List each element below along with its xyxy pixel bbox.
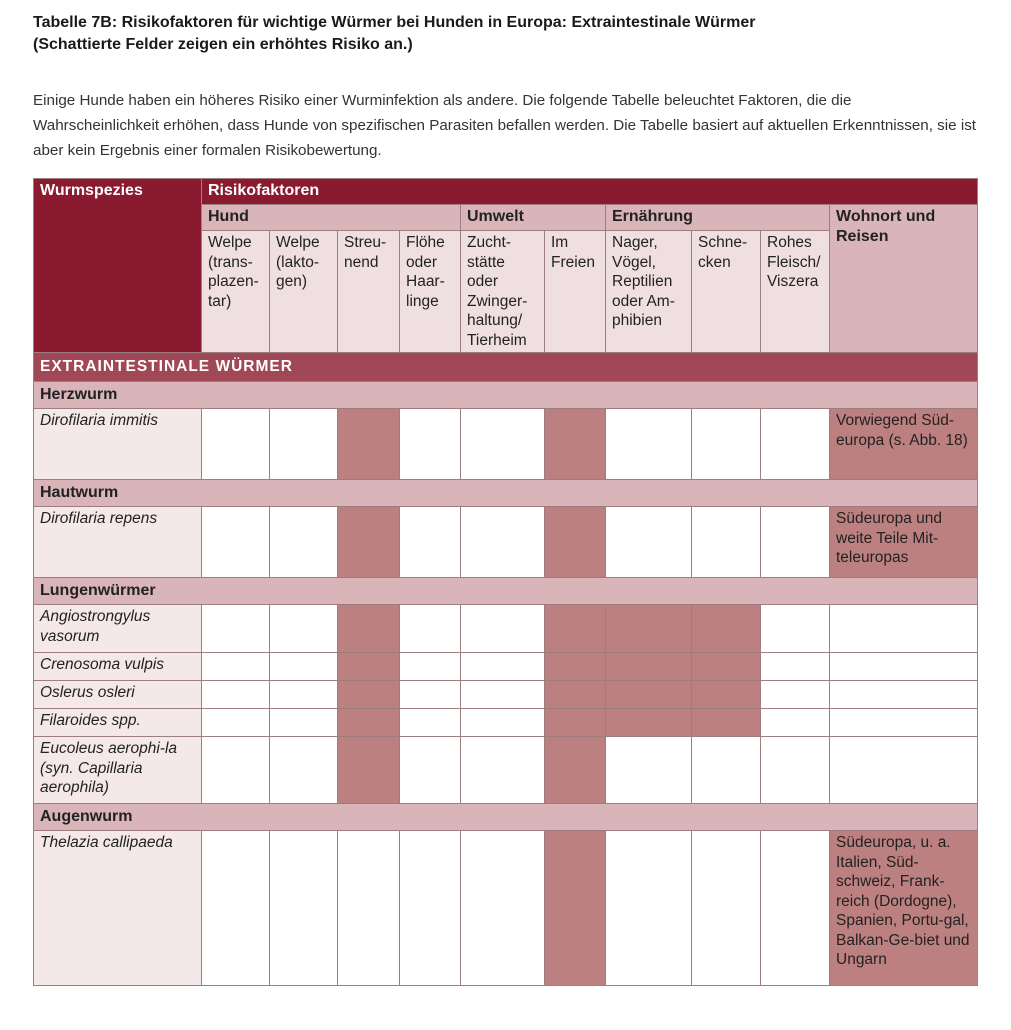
risk-table-body — [34, 353, 978, 986]
risk-cell-shaded — [545, 831, 606, 986]
table-row — [34, 605, 978, 653]
risk-cell — [202, 605, 270, 653]
risk-cell-shaded — [338, 709, 400, 737]
risk-cell-shaded — [606, 653, 692, 681]
subheader-im-freien: Im Freien — [545, 231, 606, 353]
table-row — [34, 653, 978, 681]
risk-cell — [761, 507, 830, 578]
risk-cell — [461, 409, 545, 480]
risk-cell — [270, 831, 338, 986]
risk-cell — [202, 507, 270, 578]
risk-cell — [400, 737, 461, 804]
subheader-streunend: Streu-nend — [338, 231, 400, 353]
risk-cell — [761, 605, 830, 653]
species-name: Angiostrongylus vasorum — [34, 605, 202, 653]
group-label: Augenwurm — [34, 804, 978, 831]
risk-cell — [202, 831, 270, 986]
risk-cell-shaded — [606, 605, 692, 653]
wohnort-cell: Vorwiegend Süd-europa (s. Abb. 18) — [830, 409, 978, 480]
section-row — [34, 353, 978, 382]
group-row — [34, 804, 978, 831]
table-row — [34, 507, 978, 578]
species-name: Dirofilaria immitis — [34, 409, 202, 480]
wohnort-cell: Südeuropa, u. a. Italien, Süd-schweiz, Frank-reich (Dordogne), Spanien, Portu-gal, Balkan-Ge-biet und Ungarn — [830, 831, 978, 986]
risk-cell-shaded — [692, 681, 761, 709]
header-group-umwelt: Umwelt — [461, 205, 606, 231]
subheader-zuchtstaette: Zucht-stätte oder Zwinger-haltung/ Tierheim — [461, 231, 545, 353]
wohnort-cell — [830, 681, 978, 709]
risk-cell — [606, 409, 692, 480]
table-row — [34, 737, 978, 804]
risk-cell — [400, 709, 461, 737]
risk-cell — [692, 507, 761, 578]
header-risikofaktoren: Risikofaktoren — [202, 179, 978, 205]
risk-cell-shaded — [338, 605, 400, 653]
table-title-line1: Tabelle 7B: Risikofaktoren für wichtige Würmer bei Hunden in Europa: Extraintestinale Würmer — [33, 14, 756, 31]
risk-cell — [400, 653, 461, 681]
wohnort-cell — [830, 737, 978, 804]
risk-cell — [202, 709, 270, 737]
risk-cell — [270, 605, 338, 653]
risk-cell-shaded — [338, 681, 400, 709]
risk-cell-shaded — [545, 409, 606, 480]
risk-cell — [761, 681, 830, 709]
risk-cell — [400, 409, 461, 480]
risk-cell — [606, 507, 692, 578]
risk-cell — [606, 831, 692, 986]
risk-cell — [692, 409, 761, 480]
risk-cell — [202, 653, 270, 681]
wohnort-cell — [830, 709, 978, 737]
risk-cell — [338, 831, 400, 986]
risk-factor-table — [33, 178, 978, 986]
wohnort-cell: Südeuropa und weite Teile Mit-teleuropas — [830, 507, 978, 578]
risk-cell — [761, 409, 830, 480]
risk-cell-shaded — [338, 409, 400, 480]
group-row — [34, 480, 978, 507]
subheader-rohes-fleisch: Rohes Fleisch/ Viszera — [761, 231, 830, 353]
wohnort-cell — [830, 653, 978, 681]
risk-cell — [461, 831, 545, 986]
risk-cell — [270, 709, 338, 737]
table-row — [34, 831, 978, 986]
risk-cell-shaded — [338, 737, 400, 804]
risk-cell — [761, 653, 830, 681]
risk-cell — [202, 737, 270, 804]
risk-cell — [761, 831, 830, 986]
species-name: Oslerus osleri — [34, 681, 202, 709]
section-label: EXTRAINTESTINALE WÜRMER — [34, 353, 978, 382]
risk-cell — [400, 605, 461, 653]
risk-cell — [202, 681, 270, 709]
subheader-nager-voegel: Nager, Vögel, Reptilien oder Am-phibien — [606, 231, 692, 353]
header-group-wohnort: Wohnort und Reisen — [830, 205, 978, 353]
risk-cell — [400, 681, 461, 709]
group-row — [34, 578, 978, 605]
risk-cell — [270, 681, 338, 709]
species-name: Dirofilaria repens — [34, 507, 202, 578]
subheader-welpe-transplazentar: Welpe (trans-plazen-tar) — [202, 231, 270, 353]
header-group-hund: Hund — [202, 205, 461, 231]
risk-cell — [400, 831, 461, 986]
species-name: Crenosoma vulpis — [34, 653, 202, 681]
risk-cell-shaded — [545, 605, 606, 653]
risk-cell — [692, 831, 761, 986]
table-row — [34, 709, 978, 737]
risk-cell-shaded — [692, 605, 761, 653]
risk-cell — [461, 737, 545, 804]
risk-cell-shaded — [338, 653, 400, 681]
subheader-schnecken: Schne-cken — [692, 231, 761, 353]
subheader-welpe-laktogen: Welpe (lakto-gen) — [270, 231, 338, 353]
header-group-ernaehrung: Ernährung — [606, 205, 830, 231]
risk-cell-shaded — [338, 507, 400, 578]
table-title-line2: (Schattierte Felder zeigen ein erhöhtes Risiko an.) — [33, 36, 413, 53]
risk-cell — [461, 681, 545, 709]
risk-cell — [270, 737, 338, 804]
table-row — [34, 409, 978, 480]
risk-cell — [400, 507, 461, 578]
risk-cell — [606, 737, 692, 804]
table-title — [33, 12, 983, 56]
risk-cell — [461, 709, 545, 737]
risk-cell-shaded — [692, 653, 761, 681]
risk-cell — [270, 409, 338, 480]
risk-cell-shaded — [545, 507, 606, 578]
risk-cell — [461, 507, 545, 578]
risk-cell — [461, 653, 545, 681]
group-label: Lungenwürmer — [34, 578, 978, 605]
risk-cell-shaded — [692, 709, 761, 737]
subheader-floehe-haarlinge: Flöhe oder Haar-linge — [400, 231, 461, 353]
risk-cell — [761, 709, 830, 737]
table-row — [34, 681, 978, 709]
risk-cell — [270, 507, 338, 578]
group-row — [34, 382, 978, 409]
risk-cell-shaded — [606, 681, 692, 709]
risk-cell — [761, 737, 830, 804]
wohnort-cell — [830, 605, 978, 653]
risk-cell — [461, 605, 545, 653]
risk-cell-shaded — [545, 737, 606, 804]
group-label: Herzwurm — [34, 382, 978, 409]
risk-cell — [202, 409, 270, 480]
species-name: Filaroides spp. — [34, 709, 202, 737]
risk-cell — [692, 737, 761, 804]
risk-cell-shaded — [545, 681, 606, 709]
risk-cell — [270, 653, 338, 681]
species-name: Eucoleus aerophi-la (syn. Capillaria aerophila) — [34, 737, 202, 804]
risk-cell-shaded — [545, 653, 606, 681]
risk-cell-shaded — [545, 709, 606, 737]
species-name: Thelazia callipaeda — [34, 831, 202, 986]
risk-cell-shaded — [606, 709, 692, 737]
header-wurmspezies: Wurmspezies — [34, 179, 202, 353]
intro-paragraph: Einige Hunde haben ein höheres Risiko einer Wurminfektion als andere. Die folgende Tabelle beleuchtet Faktoren, die die Wahrscheinlichkeit erhöhen, dass Hunde von spezifischen Parasiten befallen werden. Die Tabelle basiert auf aktuellen Erkenntnissen, sie ist aber kein Ergebnis einer formalen Risikobewertung. — [33, 92, 977, 159]
group-label: Hautwurm — [34, 480, 978, 507]
